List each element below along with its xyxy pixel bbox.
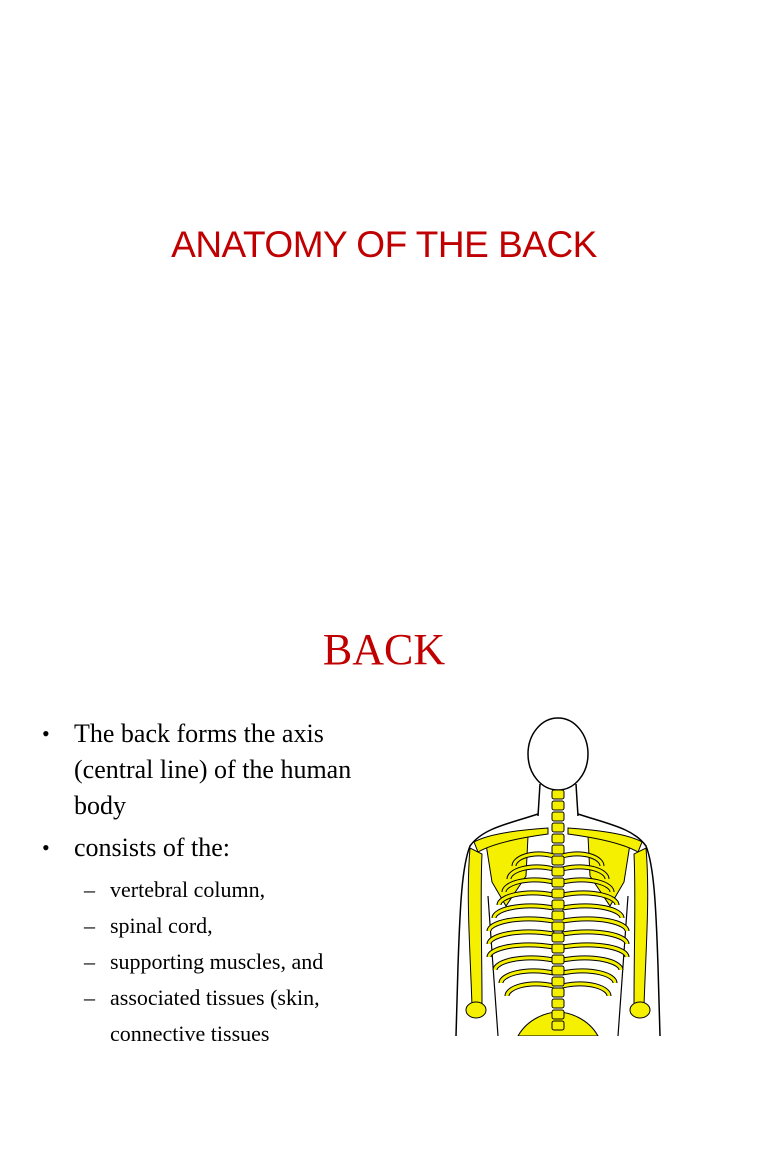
dash-icon: – (84, 913, 95, 938)
vertebra (552, 1010, 564, 1019)
sub-bullet-text: supporting muscles, and (110, 949, 324, 974)
vertebra (552, 966, 564, 975)
sub-bullet-text: spinal cord, (110, 913, 213, 938)
vertebra (552, 867, 564, 876)
sub-bullet-text: vertebral column, (110, 877, 266, 902)
vertebra (552, 1021, 564, 1030)
vertebra (552, 823, 564, 832)
bullet-icon: • (42, 835, 50, 860)
sub-bullet-item (38, 908, 398, 944)
bullet-item (38, 830, 398, 866)
vertebra (552, 922, 564, 931)
vertebra (552, 834, 564, 843)
vertebra (552, 988, 564, 997)
vertebra (552, 977, 564, 986)
left-humerus (468, 848, 482, 1006)
dash-icon: – (84, 985, 95, 1010)
left-elbow (466, 1002, 486, 1018)
vertebra (552, 900, 564, 909)
dash-icon: – (84, 877, 95, 902)
slide-title: BACK (322, 625, 446, 674)
bullet-text: The back forms the axis (central line) of the human body (74, 719, 352, 820)
content-slide (0, 576, 768, 1152)
sub-bullet-item (38, 944, 398, 980)
sub-bullet-item (38, 980, 398, 1052)
vertebra (552, 790, 564, 799)
vertebra (552, 999, 564, 1008)
vertebra (552, 856, 564, 865)
bullet-item (38, 716, 398, 824)
vertebra (552, 812, 564, 821)
sub-bullet-list (38, 872, 398, 1052)
vertebra (552, 933, 564, 942)
slide-title: ANATOMY OF THE BACK (171, 224, 597, 265)
bullet-list (38, 716, 398, 1052)
dash-icon: – (84, 949, 95, 974)
bullet-text: consists of the: (74, 833, 230, 862)
vertebra (552, 889, 564, 898)
vertebra (552, 878, 564, 887)
vertebra (552, 801, 564, 810)
back-skeleton-illustration (448, 706, 668, 1036)
right-humerus (634, 848, 648, 1006)
head-outline (528, 718, 588, 790)
bullet-icon: • (42, 721, 50, 746)
vertebra (552, 955, 564, 964)
sub-bullet-item (38, 872, 398, 908)
vertebra (552, 845, 564, 854)
right-elbow (630, 1002, 650, 1018)
vertebra (552, 911, 564, 920)
sub-bullet-text: associated tissues (skin, connective tissues (110, 985, 320, 1046)
vertebra (552, 944, 564, 953)
